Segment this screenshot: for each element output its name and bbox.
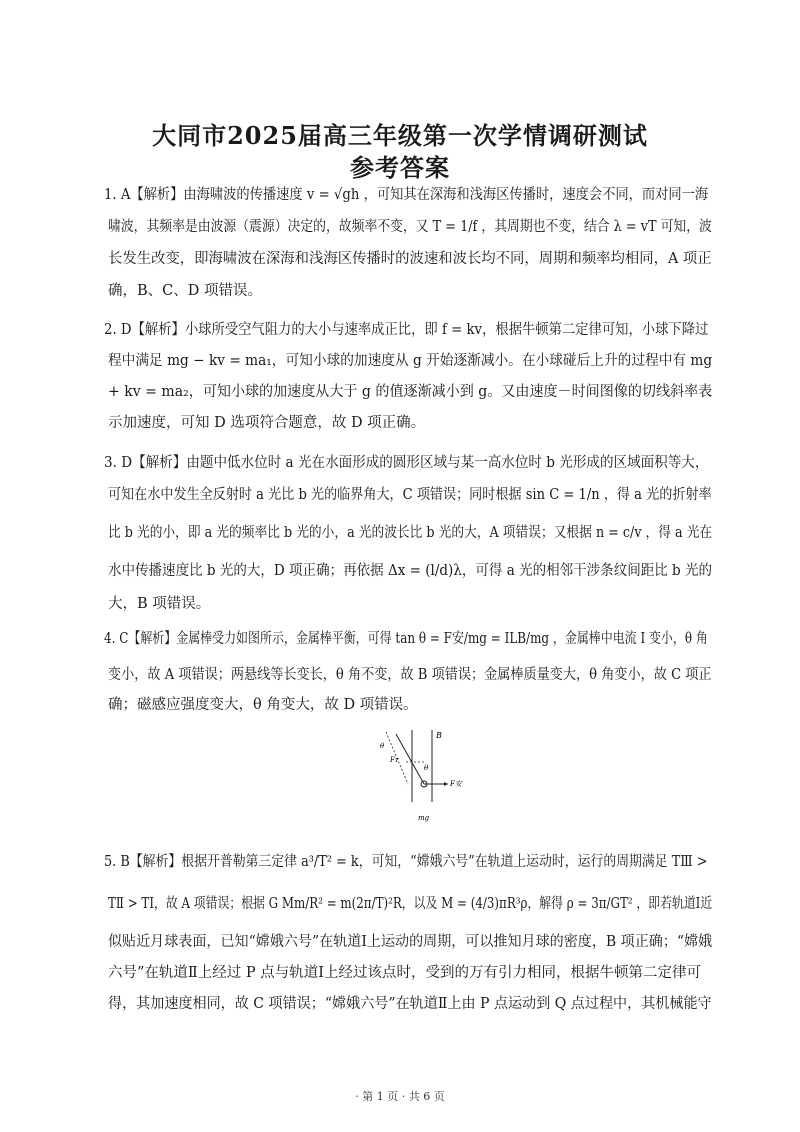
answer-line: 长发生改变，即海啸波在深海和浅海区传播时的波速和波长均不同，周期和频率均相同，A 项正 xyxy=(108,251,712,267)
tension-vector xyxy=(396,734,424,784)
label-theta-top: θ xyxy=(380,742,385,750)
answer-line: 六号”在轨道Ⅱ上经过 P 点与轨道Ⅰ上经过该点时，受到的万有引力相同，根据牛顿第二定律可 xyxy=(108,965,701,981)
answer-line: 啸波，其频率是由波源（震源）决定的，故频率不变，又 T = 1/f ，其周期也不变，结合 λ = vT 可知，波 xyxy=(108,219,712,235)
answer-line: 2. D【解析】小球所受空气阻力的大小与速率成正比，即 f = kv，根据牛顿第二定律可知，小球下降过 xyxy=(104,322,709,338)
label-FT: Fᴛ xyxy=(390,756,399,764)
page-title: 大同市2025届高三年级第一次学情调研测试 xyxy=(152,121,648,150)
answer-line: 大，B 项错误。 xyxy=(108,596,211,612)
answer-line: 5. B【解析】根据开普勒第三定律 a³/T² = k，可知，“嫦娥六号”在轨道上运动时，运行的周期满足 TⅢ > xyxy=(104,854,708,870)
answer-line: 比 b 光的小，即 a 光的频率比 b 光的小，a 光的波长比 b 光的大，A 项错误；又根据 n = c/v ，得 a 光在 xyxy=(108,525,713,541)
label-theta-mid: θ xyxy=(424,764,429,772)
force-diagram xyxy=(360,726,470,826)
answer-line: 变小，故 A 项错误；两悬线等长变长，θ 角不变，故 B 项错误；金属棒质量变大，θ 角变小，故 C 项正 xyxy=(108,667,712,683)
answer-line: 3. D【解析】由题中低水位时 a 光在水面形成的圆形区域与某一高水位时 b 光形成的区域面积等大， xyxy=(104,455,709,471)
answer-line: 1. A【解析】由海啸波的传播速度 v = √gh ，可知其在深海和浅海区传播时，速度会不同，而对同一海 xyxy=(104,187,709,203)
answer-line: 程中满足 mg − kv = ma₁，可知小球的加速度从 g 开始逐渐减小。在小球碰后上升的过程中有 mg xyxy=(108,353,713,369)
answer-line: 水中传播速度比 b 光的大，D 项正确；再依据 Δx = (l/d)λ，可得 a 光的相邻干涉条纹间距比 b 光的 xyxy=(108,563,713,579)
label-B: B xyxy=(436,731,442,740)
answer-line: 确，B、C、D 项错误。 xyxy=(108,283,262,299)
label-Fan: F安 xyxy=(450,780,462,788)
answer-line: 似贴近月球表面，已知“嫦娥六号”在轨道Ⅰ上运动的周期，可以推知月球的密度，B 项正确；“嫦娥 xyxy=(108,934,713,950)
answer-line: TⅡ > TⅠ，故 A 项错误；根据 G Mm/R² = m(2π/T)²R，以及 M = (4/3)πR³ρ，解得 ρ = 3π/GT² ，即若轨道Ⅰ近 xyxy=(108,896,713,912)
label-mg: mg xyxy=(418,814,430,822)
answer-line: 示加速度，可知 D 选项符合题意，故 D 项正确。 xyxy=(108,415,426,431)
answer-line: 4. C【解析】金属棒受力如图所示，金属棒平衡，可得 tan θ = F安/mg = ILB/mg ，金属棒中电流 I 变小，θ 角 xyxy=(104,631,708,647)
page-footer: · 第 1 页 · 共 6 页 xyxy=(355,1090,445,1103)
answer-line: 得，其加速度相同，故 C 项错误；“嫦娥六号”在轨道Ⅱ上由 P 点运动到 Q 点过程中，其机械能守 xyxy=(108,996,712,1012)
arrow-head-icon xyxy=(444,782,448,786)
page-subtitle: 参考答案 xyxy=(350,153,450,182)
answer-line: 可知在水中发生全反射时 a 光比 b 光的临界角大，C 项错误；同时根据 sin C = 1/n ，得 a 光的折射率 xyxy=(108,487,712,503)
answer-line: 确；磁感应强度变大，θ 角变大，故 D 项错误。 xyxy=(108,697,418,713)
answer-line: + kv = ma₂，可知小球的加速度从大于 g 的值逐渐减小到 g。又由速度－时间图像的切线斜率表 xyxy=(108,384,713,400)
